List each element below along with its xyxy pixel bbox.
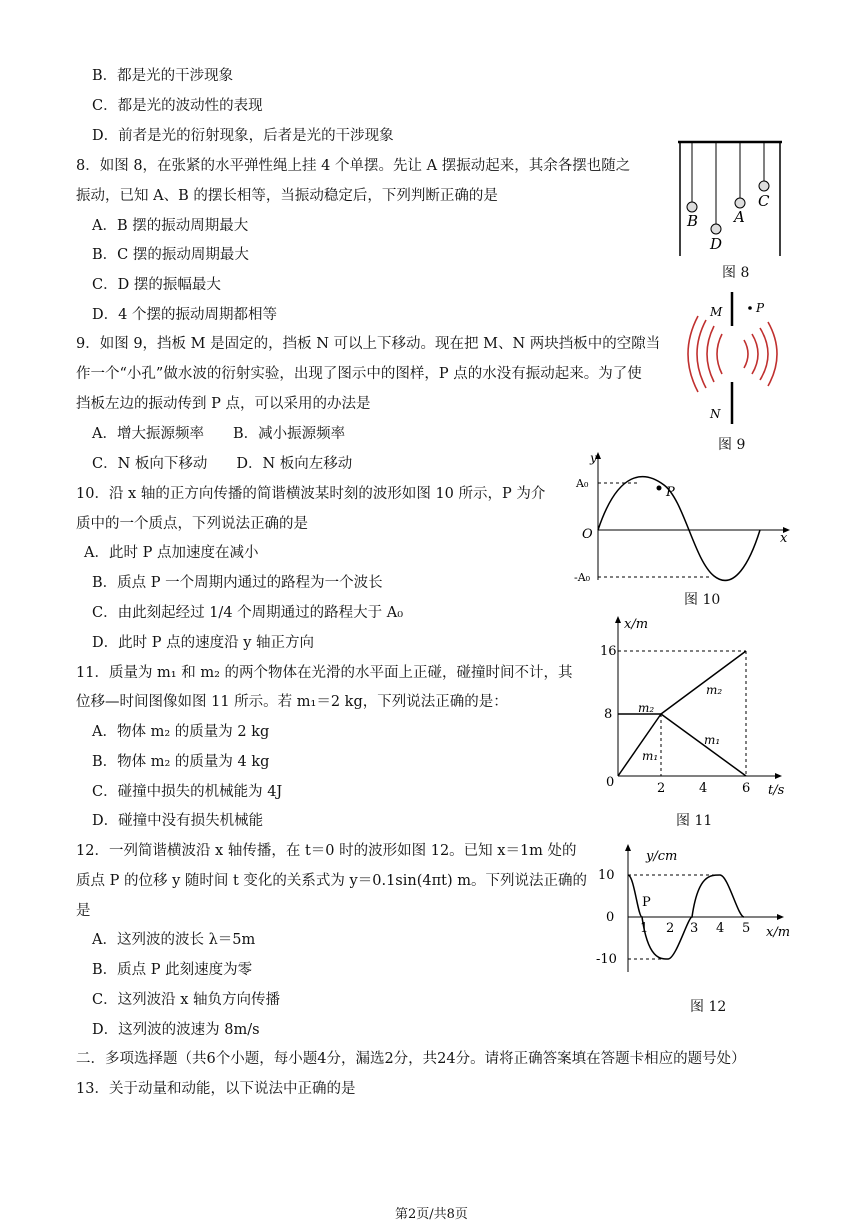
text-line: 8．如图 8，在张紧的水平弹性绳上挂 4 个单摆。先让 A 摆振动起来，其余各摆也随之 [76, 158, 631, 174]
page-footer: 第2页/共8页 [395, 1207, 468, 1222]
figure-9-caption: 图 9 [718, 437, 746, 453]
text-line: 质点 P 的位移 y 随时间 t 变化的关系式为 y＝0.1sin(4πt) m。下列说法正确的 [76, 873, 587, 889]
tick-2: 2 [657, 781, 666, 796]
label-M: M [710, 305, 723, 319]
y-axis-label: y/cm [646, 849, 678, 864]
figure-11-caption: 图 11 [676, 813, 713, 829]
text-line: 9．如图 9，挡板 M 是固定的，挡板 N 可以上下移动。现在把 M、N 两块挡板中的空隙当 [76, 336, 661, 352]
m1-right-label: m₁ [704, 733, 721, 747]
text-line: C．碰撞中损失的机械能为 4J [92, 784, 283, 800]
m2-right-label: m₂ [706, 683, 723, 697]
label-P: P [756, 301, 765, 315]
text-line: 是 [76, 903, 91, 919]
text-line: B．物体 m₂ 的质量为 4 kg [92, 754, 270, 770]
A0-label: A₀ [576, 477, 589, 490]
tick-neg10: -10 [596, 952, 617, 967]
text-line: A．B 摆的振动周期最大 [92, 218, 249, 234]
origin-label: O [582, 527, 593, 542]
figure-12-caption: 图 12 [690, 999, 727, 1015]
text-line: B．都是光的干涉现象 [92, 68, 234, 84]
text-line: C．由此刻起经过 1/4 个周期通过的路程大于 A₀ [92, 605, 404, 621]
text-line: C．这列波沿 x 轴负方向传播 [92, 992, 280, 1008]
text-line: B．C 摆的振动周期最大 [92, 247, 249, 263]
text-line: 位移—时间图像如图 11 所示。若 m₁＝2 kg，下列说法正确的是： [76, 694, 508, 710]
text-line: A．增大振源频率 B．减小振源频率 [92, 426, 346, 442]
text-line: 作一个“小孔”做水波的衍射实验，出现了图示中的图样，P 点的水没有振动起来。为了使 [76, 366, 642, 382]
figure-10-caption: 图 10 [684, 592, 721, 608]
text-line: 12．一列简谐横波沿 x 轴传播，在 t＝0 时的波形如图 12。已知 x＝1m 处的 [76, 843, 577, 859]
text-line: 挡板左边的振动传到 P 点，可以采用的办法是 [76, 396, 371, 412]
text-line: B．质点 P 一个周期内通过的路程为一个波长 [92, 575, 383, 591]
tick-10: 10 [598, 868, 615, 883]
tick-6: 6 [742, 781, 751, 796]
figure-10-wave [572, 450, 794, 590]
P-label: P [642, 895, 651, 910]
negA0-label: -A₀ [574, 571, 591, 584]
text-line: D．此时 P 点的速度沿 y 轴正方向 [92, 635, 315, 651]
tick-1: 1 [640, 921, 649, 936]
text-line: D．4 个摆的振动周期都相等 [92, 307, 277, 323]
tick-0: 0 [606, 775, 615, 790]
text-line: A．物体 m₂ 的质量为 2 kg [92, 724, 270, 740]
label-N: N [710, 407, 721, 421]
tick-4: 4 [699, 781, 708, 796]
figure-8-caption: 图 8 [722, 265, 750, 281]
m1-left-label: m₁ [642, 749, 659, 763]
m2-left-label: m₂ [638, 701, 655, 715]
text-line: 13．关于动量和动能，以下说法中正确的是 [76, 1081, 356, 1097]
text-line: D．前者是光的衍射现象，后者是光的干涉现象 [92, 128, 394, 144]
tick-0: 0 [606, 910, 615, 925]
x-label: x [780, 531, 788, 546]
tick-8: 8 [604, 707, 613, 722]
label-C: C [758, 192, 770, 210]
text-line: B．质点 P 此刻速度为零 [92, 962, 253, 978]
text-line: C．都是光的波动性的表现 [92, 98, 263, 114]
text-line: A．此时 P 点加速度在减小 [84, 545, 259, 561]
text-line: 10．沿 x 轴的正方向传播的简谐横波某时刻的波形如图 10 所示，P 为介 [76, 486, 546, 502]
x-axis-label: x/m [766, 925, 791, 940]
text-line: C．D 摆的振幅最大 [92, 277, 221, 293]
x-axis-label: t/s [768, 783, 785, 798]
text-line: 质中的一个质点，下列说法正确的是 [76, 516, 308, 532]
text-line: D．这列波的波速为 8m/s [92, 1022, 260, 1038]
label-B: B [687, 212, 699, 230]
tick-5: 5 [742, 921, 751, 936]
text-line: D．碰撞中没有损失机械能 [92, 813, 264, 829]
figure-9-diffraction [682, 290, 792, 428]
text-line: 11．质量为 m₁ 和 m₂ 的两个物体在光滑的水平面上正碰，碰撞时间不计，其 [76, 665, 573, 681]
tick-16: 16 [600, 644, 617, 659]
y-axis-label: x/m [624, 617, 649, 632]
text-line: C．N 板向下移动 D．N 板向左移动 [92, 456, 353, 472]
label-D: D [710, 235, 723, 253]
P-label: P [666, 485, 675, 500]
tick-4: 4 [716, 921, 725, 936]
figure-12-wave [594, 840, 800, 980]
text-line: 振动，已知 A、B 的摆长相等，当振动稳定后，下列判断正确的是 [76, 188, 498, 204]
text-line: 二．多项选择题（共6个小题，每小题4分，漏选2分，共24分。请将正确答案填在答题卡相应的题号处） [76, 1051, 746, 1067]
tick-3: 3 [690, 921, 699, 936]
y-label: y [590, 451, 597, 465]
text-line: A．这列波的波长 λ＝5m [92, 932, 256, 948]
label-A: A [734, 208, 745, 226]
figure-11-xt-graph [598, 608, 804, 798]
tick-2: 2 [666, 921, 675, 936]
